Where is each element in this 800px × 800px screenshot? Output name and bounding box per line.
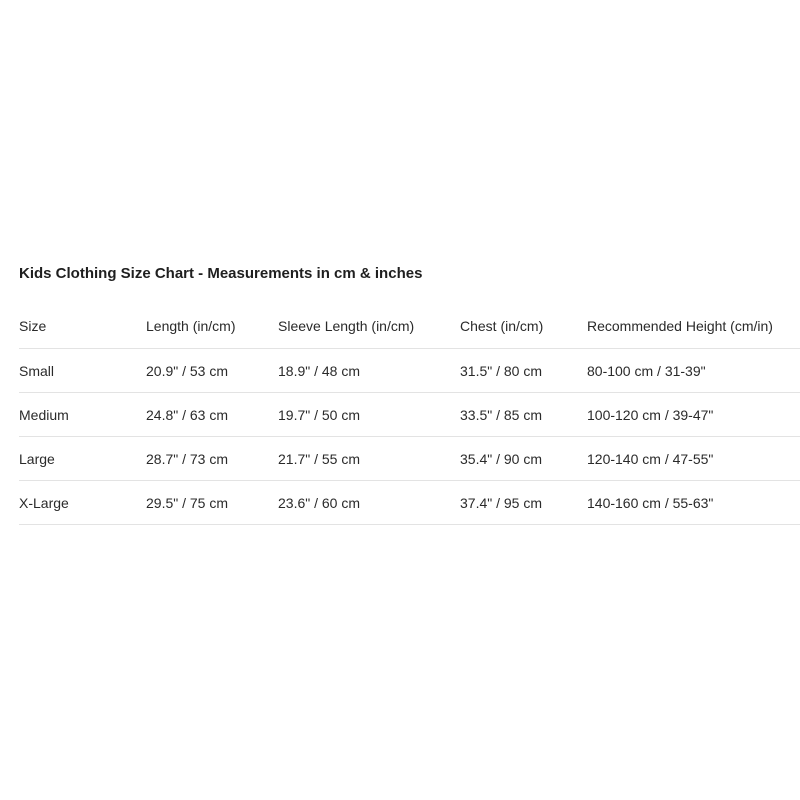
header-recommended-height: Recommended Height (cm/in) [587,304,800,349]
cell-length: 24.8" / 63 cm [146,393,278,437]
size-chart-title: Kids Clothing Size Chart - Measurements in cm & inches [19,265,423,282]
cell-size: X-Large [19,481,146,525]
cell-size: Medium [19,393,146,437]
cell-size: Large [19,437,146,481]
cell-length: 28.7" / 73 cm [146,437,278,481]
cell-length: 29.5" / 75 cm [146,481,278,525]
table-row [19,393,800,437]
header-length: Length (in/cm) [146,304,278,349]
cell-length: 20.9" / 53 cm [146,349,278,393]
cell-recommended-height: 80-100 cm / 31-39" [587,349,800,393]
cell-sleeve-length: 19.7" / 50 cm [278,393,460,437]
header-chest: Chest (in/cm) [460,304,587,349]
size-chart-table [19,304,800,525]
header-sleeve-length: Sleeve Length (in/cm) [278,304,460,349]
header-size: Size [19,304,146,349]
cell-chest: 35.4" / 90 cm [460,437,587,481]
table-row [19,437,800,481]
table-row [19,349,800,393]
cell-sleeve-length: 18.9" / 48 cm [278,349,460,393]
cell-chest: 33.5" / 85 cm [460,393,587,437]
cell-sleeve-length: 23.6" / 60 cm [278,481,460,525]
cell-recommended-height: 100-120 cm / 39-47" [587,393,800,437]
cell-recommended-height: 120-140 cm / 47-55" [587,437,800,481]
cell-chest: 31.5" / 80 cm [460,349,587,393]
table-row [19,481,800,525]
cell-size: Small [19,349,146,393]
cell-sleeve-length: 21.7" / 55 cm [278,437,460,481]
table-header-row [19,304,800,349]
cell-recommended-height: 140-160 cm / 55-63" [587,481,800,525]
cell-chest: 37.4" / 95 cm [460,481,587,525]
